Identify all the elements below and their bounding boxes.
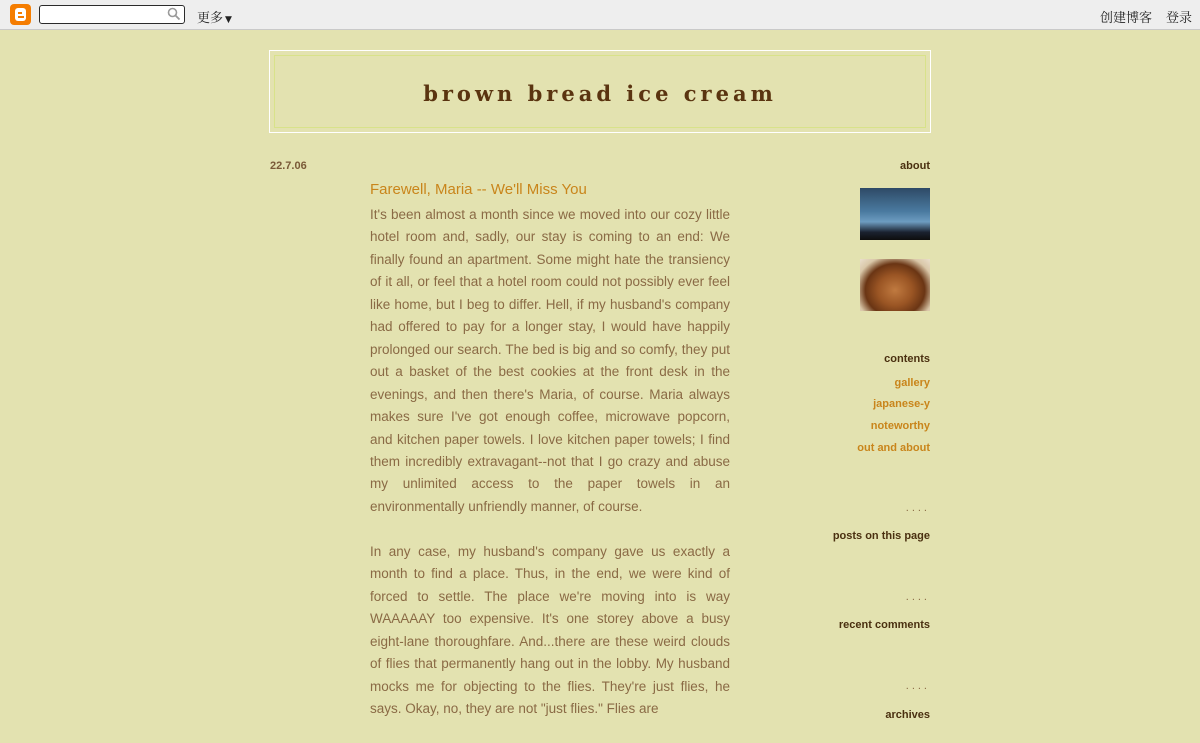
sidebar-recent-comments-heading: recent comments [838, 619, 930, 631]
navbar-search-input[interactable] [44, 10, 164, 25]
sidebar-link-noteworthy[interactable]: noteworthy [870, 420, 930, 432]
sidebar-contents-heading: contents [884, 353, 930, 365]
sidebar-separator: .... [905, 591, 930, 603]
about-photo-night-sky[interactable] [860, 188, 930, 240]
blogger-logo-icon[interactable] [10, 4, 31, 25]
more-menu-button[interactable] [197, 7, 232, 26]
post-paragraph: In any case, my husband's company gave us exactly a month to find a place. Thus, in the end, we were kind of forced to settle. The place we're moving into is way WAAAAAY too expensive. It's one storey above a busy eight-lane thoroughfare. And...there are these weird clouds of flies that permanently hang out in the lobby. My husband mocks me for objecting to the flies. They're just flies, he says. Okay, no, they are not "just flies." Flies are [370, 543, 730, 716]
blog-header [269, 50, 931, 133]
sidebar-archives-heading: archives [885, 709, 930, 721]
sidebar-posts-heading: posts on this page [832, 530, 930, 542]
caret-down-icon: ▼ [225, 15, 232, 25]
post-paragraph: It's been almost a month since we moved into our cozy little hotel room and, sadly, our stay is coming to an end: We finally found an apartment. Some might hate the transiency of it all, or feel that a hotel room could not possibly ever feel like home, but I beg to differ. Hell, if my husband's company had offered to pay for a longer stay, I would have happily prolonged our search. The bed is big and so comfy, they put out a basket of the best cookies at the front desk in the evenings, and then there's Maria, of course. Maria always makes sure I've got enough coffee, microwave popcorn, and kitchen paper towels. I love kitchen paper towels; I find them incredibly extravagant--not that I go crazy and abuse my unlimited access to the paper towels in an environmentally unfriendly manner, of course. [370, 207, 730, 514]
sidebar-link-out-and-about[interactable]: out and about [857, 442, 930, 454]
blog-header-inner-border [274, 55, 926, 128]
search-icon[interactable] [167, 7, 181, 21]
about-photo-dog[interactable] [860, 259, 930, 311]
post-body [370, 204, 730, 743]
sidebar-about-heading: about [900, 160, 930, 172]
navbar-search-box[interactable] [39, 5, 185, 24]
blog-title[interactable]: brown bread ice cream [423, 81, 777, 106]
sidebar-separator: .... [905, 680, 930, 692]
blogger-navbar [0, 0, 1200, 30]
create-blog-link[interactable]: 创建博客 [1100, 11, 1153, 26]
sidebar-link-gallery[interactable]: gallery [894, 377, 930, 389]
more-menu-label: 更多 [197, 11, 224, 26]
login-link[interactable]: 登录 [1166, 11, 1193, 26]
post-date: 22.7.06 [270, 160, 307, 172]
sidebar-link-japanese-y[interactable]: japanese-y [873, 398, 930, 410]
post-title[interactable]: Farewell, Maria -- We'll Miss You [370, 181, 587, 198]
sidebar-separator: .... [905, 502, 930, 514]
